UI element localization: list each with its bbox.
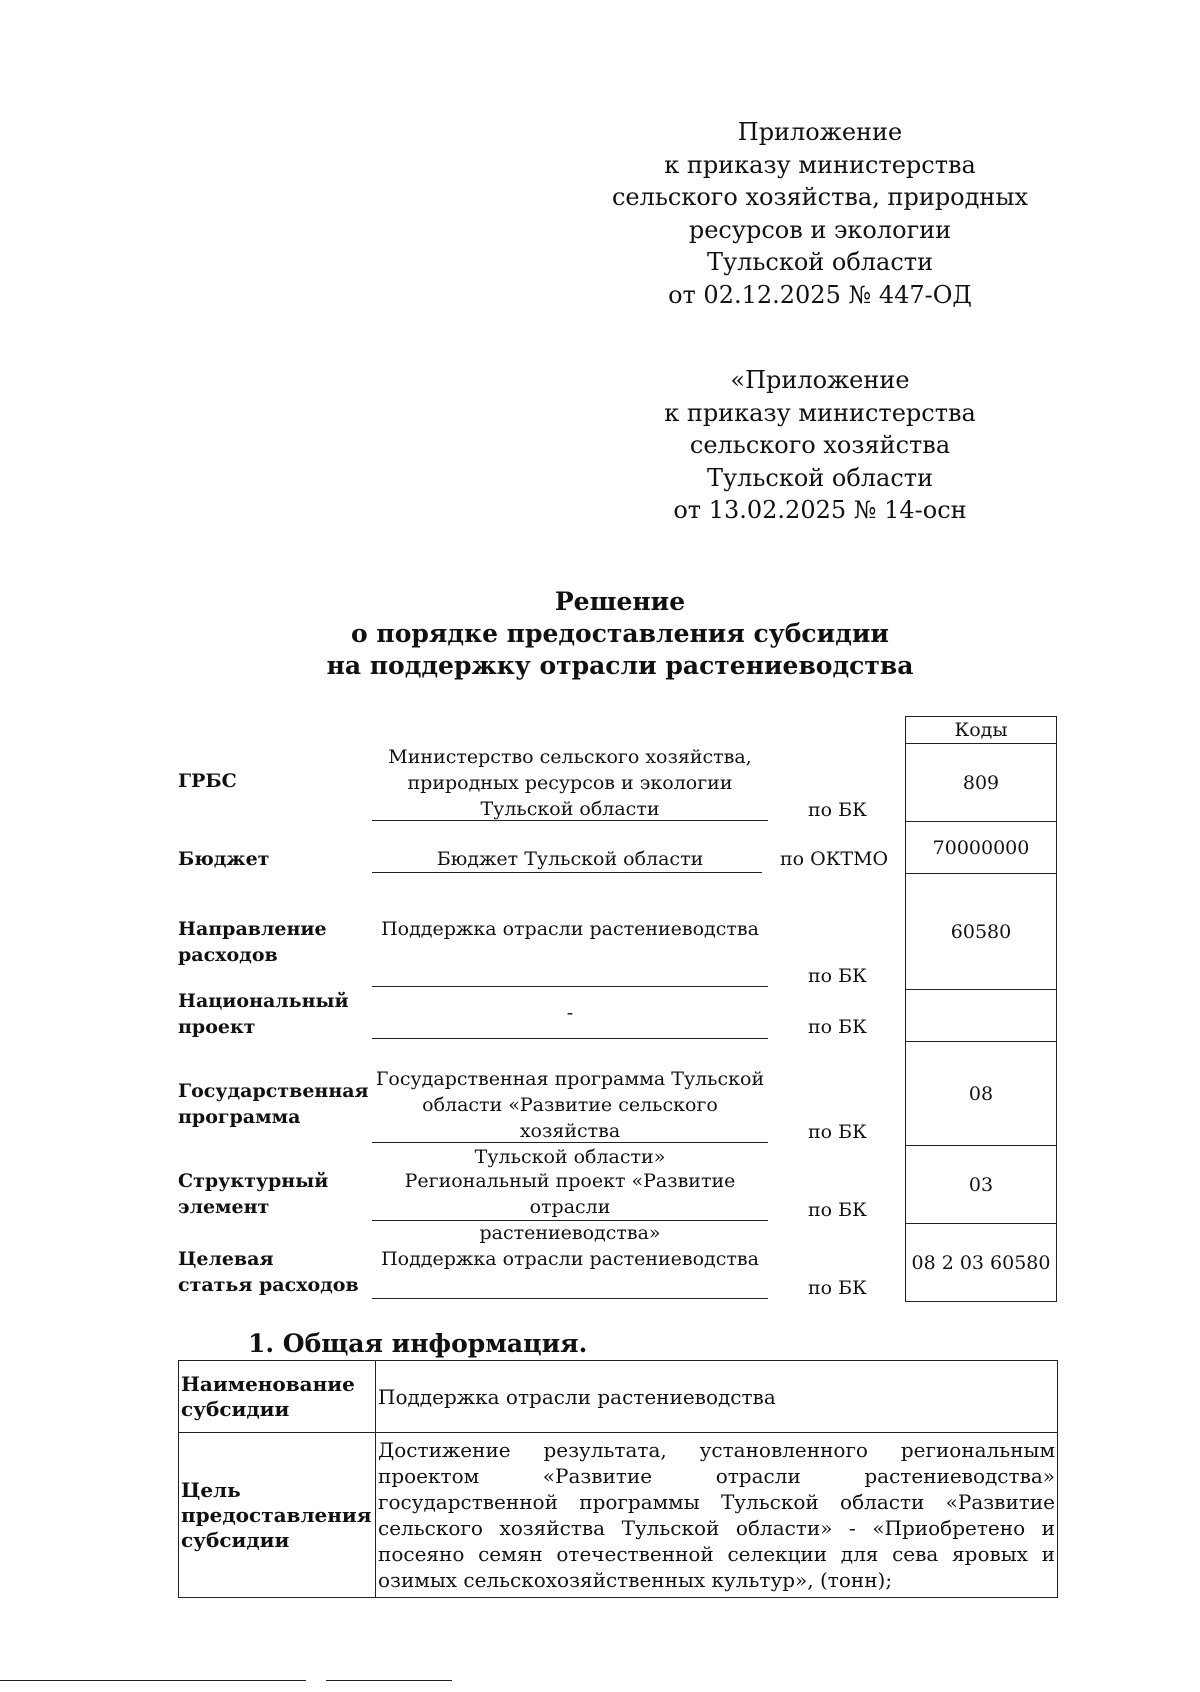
footer-rule (0, 1680, 306, 1681)
header-line: Тульской области (706, 248, 934, 276)
row-value-national-project: - (566, 1002, 574, 1024)
header-line: сельского хозяйства (689, 431, 951, 459)
row-label-target-article: Целевая статья расходов (178, 1248, 359, 1296)
header-line: от 13.02.2025 № 14-осн (673, 496, 967, 524)
code-cell-budget: 70000000 (906, 821, 1056, 874)
codes-header: Коды (954, 719, 1008, 741)
header-line: Приложение (737, 118, 903, 146)
row-label-national-project: Национальный проект (178, 990, 349, 1038)
underline (372, 820, 768, 821)
row-value-direction: Поддержка отрасли растениеводства (381, 918, 759, 940)
code-type-label: по БК (808, 1016, 867, 1038)
title-line: о порядке предоставления субсидии (351, 619, 889, 648)
general-info-table (178, 1360, 1058, 1598)
footer-rule (326, 1680, 452, 1681)
table-row (179, 1433, 1058, 1598)
row-label-structural-element: Структурный элемент (178, 1170, 329, 1218)
code-type-label: по БК (808, 1277, 867, 1299)
table-label-cell: Цель предоставления субсидии (179, 1433, 376, 1598)
code-type-label: по БК (808, 1199, 867, 1221)
underline (372, 872, 762, 873)
row-label-state-program: Государственная программа (178, 1080, 369, 1128)
codes-table (905, 716, 1057, 1302)
header-line: Тульской области (706, 463, 934, 492)
code-cell-national-project (906, 989, 1056, 1042)
underline (372, 1038, 768, 1039)
code-type-label: по БК (808, 799, 867, 821)
header-line: ресурсов и экологии (688, 215, 952, 244)
row-label-grbs: ГРБС (178, 770, 237, 792)
appendix-header (570, 116, 1070, 311)
title-line: на поддержку отрасли растениеводства (326, 651, 914, 680)
code-cell-target-article: 08 2 03 60580 (906, 1223, 1056, 1302)
header-line: «Приложение (730, 366, 910, 394)
code-type-label: по БК (808, 1121, 867, 1143)
table-label-cell: Наименование субсидии (179, 1361, 376, 1433)
row-value-target-article: Поддержка отрасли растениеводства (381, 1248, 759, 1270)
underline (372, 1220, 768, 1221)
row-value-grbs: Министерство сельского хозяйства, природных ресурсов и экологии Тульской области (388, 746, 752, 820)
underline (372, 1142, 768, 1143)
code-type-label: по ОКТМО (780, 848, 889, 870)
underline (372, 1298, 768, 1299)
header-line: к приказу министерства (664, 150, 976, 179)
table-value-cell: Поддержка отрасли растениеводства (376, 1361, 1058, 1433)
header-line: сельского хозяйства, природных (611, 183, 1029, 211)
document-title (270, 586, 970, 682)
row-value-budget: Бюджет Тульской области (436, 848, 704, 870)
table-row (179, 1361, 1058, 1433)
row-value-state-program: Государственная программа Тульской области «Развитие сельского хозяйства Тульской области» (375, 1068, 765, 1168)
row-value-structural-element: Региональный проект «Развитие отрасли растениеводства» (404, 1170, 736, 1244)
header-line: к приказу министерства (664, 398, 976, 427)
table-value-cell: Достижение результата, установленного региональным проектом «Развитие отрасли растениеводства» государственной программы Тульской области «Развитие сельского хозяйства Тульской области» - «Приобретено и посеяно семян отечественной селекции для сева яровых и озимых сельскохозяйственных культур», (тонн); (376, 1433, 1058, 1598)
title-line: Решение (554, 587, 686, 616)
original-appendix-header (570, 364, 1070, 527)
code-cell-structural-element: 03 (906, 1145, 1056, 1224)
row-label-budget: Бюджет (178, 848, 270, 870)
code-cell-direction: 60580 (906, 873, 1056, 990)
code-type-label: по БК (808, 965, 867, 987)
underline (372, 986, 768, 987)
row-label-direction: Направление расходов (178, 918, 327, 966)
header-line: от 02.12.2025 № 447-ОД (668, 280, 972, 309)
section-heading: 1. Общая информация. (248, 1329, 588, 1358)
code-cell-grbs: 809 (906, 743, 1056, 822)
code-cell-state-program: 08 (906, 1041, 1056, 1146)
